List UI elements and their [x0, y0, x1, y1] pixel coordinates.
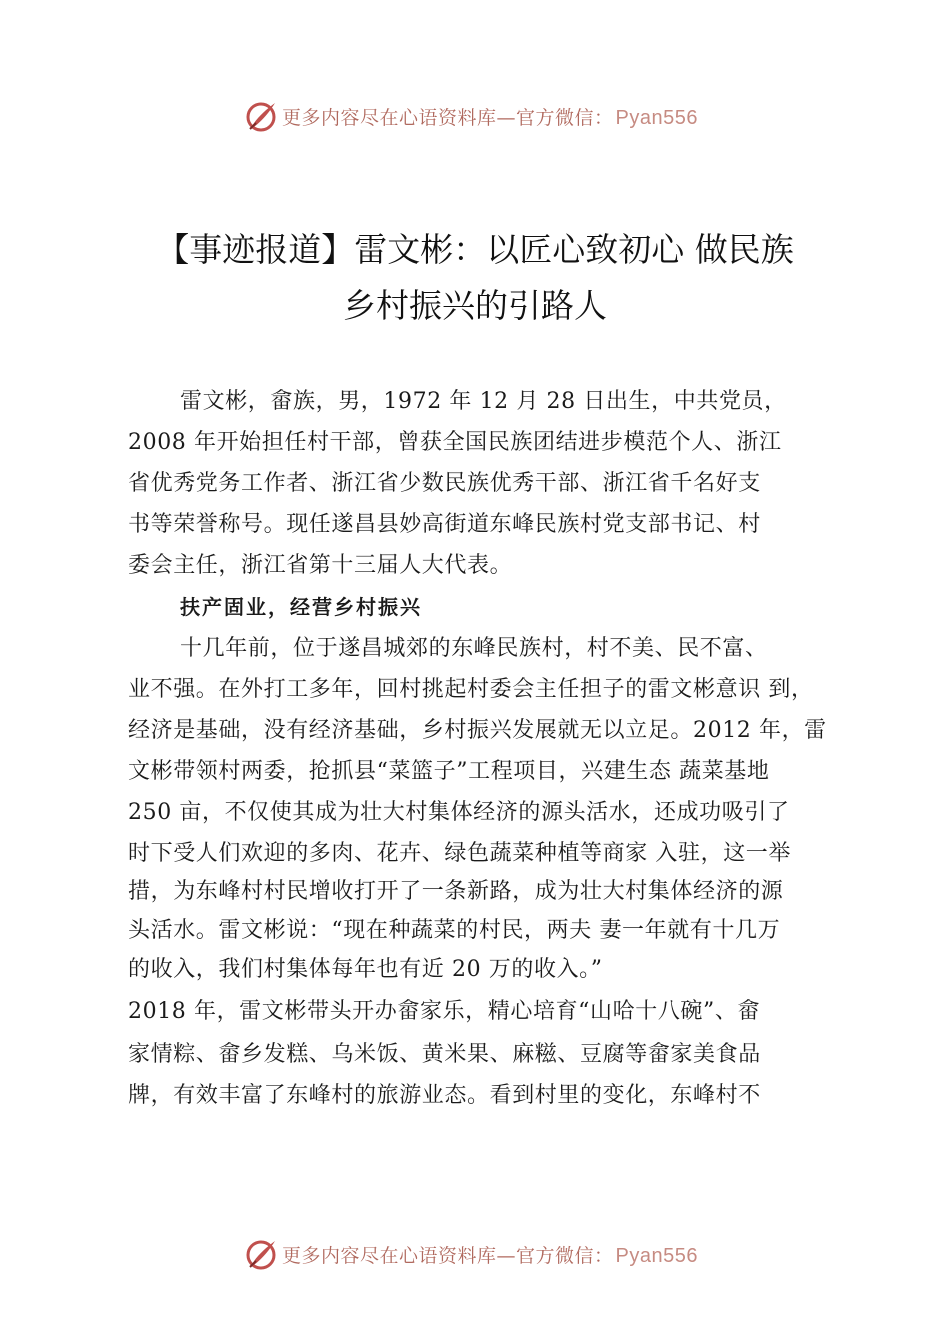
body-line: 业不强。在外打工多年，回村挑起村委会主任担子的雷文彬意识 到， — [128, 677, 814, 702]
quill-logo-icon — [244, 1237, 278, 1271]
body-line: 2008 年开始担任村干部，曾获全国民族团结进步模范个人、浙江 — [128, 430, 782, 455]
title-line-1: 【事迹报道】雷文彬：以匠心致初心 做民族 — [156, 230, 794, 269]
body-line: 文彬带领村两委，抢抓县“菜篮子”工程项目，兴建生态 蔬菜基地 — [128, 759, 770, 784]
body-line: 措，为东峰村村民增收打开了一条新路，成为壮大村集体经济的源 — [128, 879, 784, 904]
wechat-id: Pyan556 — [615, 106, 698, 129]
body-line: 十几年前，位于遂昌城郊的东峰民族村，村不美、民不富、 — [180, 636, 768, 661]
body-line: 牌，有效丰富了东峰村的旅游业态。看到村里的变化，东峰村不 — [128, 1083, 761, 1108]
body-line: 委会主任，浙江省第十三届人大代表。 — [128, 553, 513, 578]
body-line: 省优秀党务工作者、浙江省少数民族优秀干部、浙江省千名好支 — [128, 471, 761, 496]
title-line-2: 乡村振兴的引路人 — [343, 286, 607, 325]
body-line: 雷文彬，畲族，男，1972 年 12 月 28 日出生，中共党员， — [180, 389, 787, 414]
wechat-id: Pyan556 — [615, 1244, 698, 1267]
banner-text: 更多内容尽在心语资料库—官方微信： Pyan556 — [282, 1244, 698, 1267]
footer-banner — [0, 1234, 950, 1274]
header-banner — [0, 96, 950, 136]
banner-text: 更多内容尽在心语资料库—官方微信： Pyan556 — [282, 106, 698, 129]
body-line: 书等荣誉称号。现任遂昌县妙高街道东峰民族村党支部书记、村 — [128, 512, 761, 537]
body-line: 250 亩，不仅使其成为壮大村集体经济的源头活水，还成功吸引了 — [128, 800, 790, 825]
body-line: 头活水。雷文彬说：“现在种蔬菜的村民，两夫 妻一年就有十几万 — [128, 918, 781, 943]
article-title — [0, 222, 950, 334]
body-line: 的收入，我们村集体每年也有近 20 万的收入。” — [128, 957, 603, 982]
body-line: 家情粽、畲乡发糕、乌米饭、黄米果、麻糍、豆腐等畲家美食品 — [128, 1042, 761, 1067]
body-line: 2018 年，雷文彬带头开办畲家乐，精心培育“山哈十八碗”、畲 — [128, 999, 761, 1024]
section-heading: 扶产固业，经营乡村振兴 — [180, 595, 422, 619]
body-line: 经济是基础，没有经济基础，乡村振兴发展就无以立足。2012 年，雷 — [128, 718, 827, 743]
body-line: 时下受人们欢迎的多肉、花卉、绿色蔬菜种植等商家 入驻，这一举 — [128, 841, 791, 866]
quill-logo-icon — [244, 99, 278, 133]
